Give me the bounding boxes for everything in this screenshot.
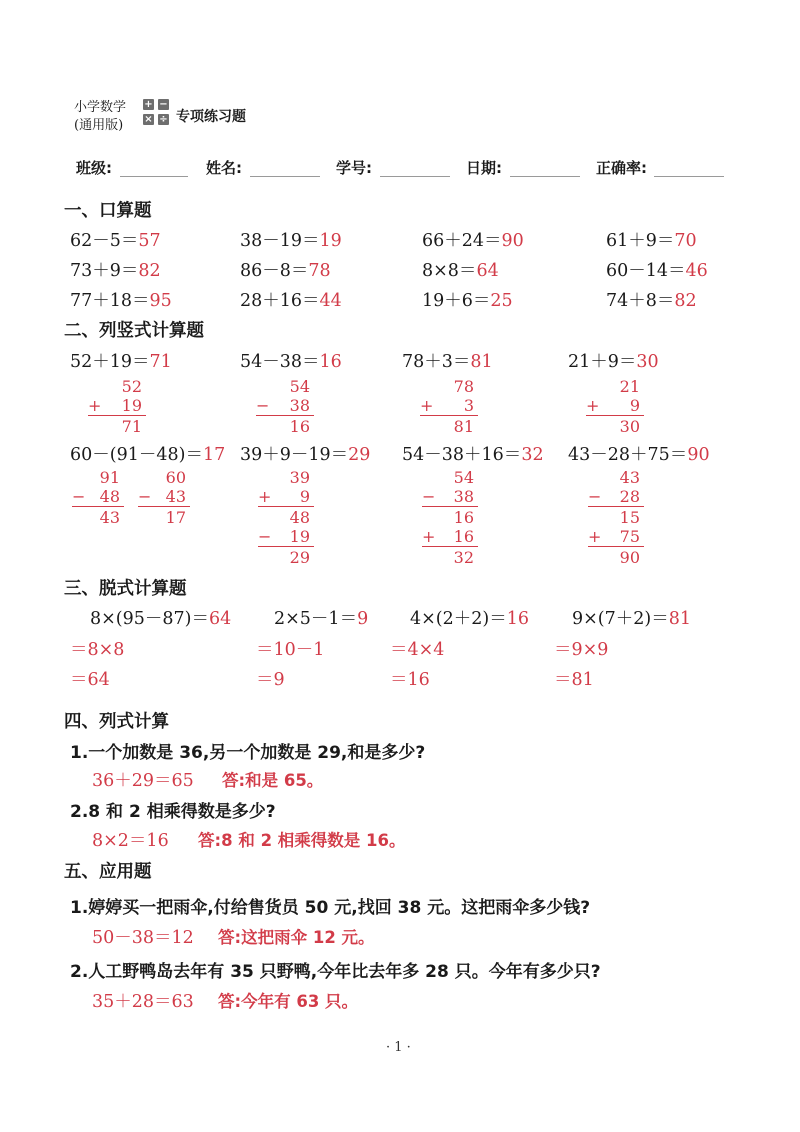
oral-answer: 25 <box>490 291 513 311</box>
section1-title: 一、口算题 <box>64 201 152 221</box>
oral-question: 28＋16＝ <box>240 291 320 311</box>
calc-operand: 75 <box>619 527 640 546</box>
calc-result: 81 <box>453 417 474 436</box>
calc-operand: 28 <box>619 487 640 506</box>
oral-question: 61＋9＝ <box>606 231 675 251</box>
vertical-calc <box>586 377 640 436</box>
oral-item <box>422 287 513 312</box>
vertical-question <box>240 441 370 466</box>
minus-sign: − <box>422 487 436 506</box>
name-field[interactable] <box>250 176 320 177</box>
times-icon: × <box>144 114 153 125</box>
question-answer: 16 <box>319 352 342 372</box>
class-label: 班级: <box>76 159 112 177</box>
header-line1: 小学数学 <box>74 100 127 115</box>
minus-sign: − <box>588 487 602 506</box>
oral-item <box>606 257 708 282</box>
calc-top: 52 <box>121 377 142 396</box>
vertical-question <box>240 348 342 373</box>
question-text: 39＋9－19＝ <box>240 445 349 465</box>
calc-result: 17 <box>165 508 186 527</box>
oral-item <box>70 287 172 312</box>
calc-operand: 19 <box>289 527 310 546</box>
calc-top: 43 <box>619 468 640 487</box>
question-answer: 29 <box>348 445 371 465</box>
calc-mid: 15 <box>619 508 640 527</box>
oral-question: 86－8＝ <box>240 261 309 281</box>
vertical-calc <box>422 468 474 567</box>
oral-question: 8×8＝ <box>422 261 477 281</box>
problem-text: 1.婷婷买一把雨伞,付给售货员 50 元,找回 38 元。这把雨伞多少钱? <box>70 898 591 918</box>
calc-result: 30 <box>619 417 640 436</box>
calc-result: 71 <box>121 417 142 436</box>
header-line2: (通用版) <box>74 118 124 133</box>
plus-sign: + <box>258 487 272 506</box>
oral-question: 62－5＝ <box>70 231 139 251</box>
calc-operand: 38 <box>453 487 474 506</box>
calc-line <box>88 415 146 416</box>
oral-answer: 64 <box>476 261 499 281</box>
calc-result: 16 <box>289 417 310 436</box>
section4-title: 四、列式计算 <box>64 712 169 732</box>
question-answer: 64 <box>209 609 232 629</box>
vertical-question <box>402 348 493 373</box>
calc-operand: 19 <box>121 396 142 415</box>
oral-answer: 78 <box>308 261 331 281</box>
calc-operand: 43 <box>165 487 186 506</box>
calc-line <box>422 506 478 507</box>
step-line: ＝9 <box>256 670 285 690</box>
oral-answer: 46 <box>685 261 708 281</box>
oral-question: 60－14＝ <box>606 261 686 281</box>
problem-formula: 50－38＝12 <box>92 928 194 948</box>
plus-sign: + <box>88 396 102 415</box>
calc-line <box>420 415 478 416</box>
oral-question: 77＋18＝ <box>70 291 150 311</box>
problem-answer: 答:8 和 2 相乘得数是 16。 <box>198 831 406 850</box>
problem-text: 2.人工野鸭岛去年有 35 只野鸭,今年比去年多 28 只。今年有多少只? <box>70 962 601 982</box>
oral-item <box>422 257 499 282</box>
vertical-calc <box>588 468 640 567</box>
calc-top: 39 <box>289 468 310 487</box>
oral-item <box>240 227 342 252</box>
plus-icon: + <box>144 99 153 110</box>
oral-item <box>70 227 161 252</box>
minus-sign: − <box>138 487 152 506</box>
calc-line <box>258 546 314 547</box>
calc-top: 60 <box>165 468 186 487</box>
oral-answer: 82 <box>138 261 161 281</box>
question-text: 60－(91－48)＝ <box>70 445 203 465</box>
question-text: 52＋19＝ <box>70 352 150 372</box>
calc-top: 54 <box>453 468 474 487</box>
page-number: · 1 · <box>386 1040 411 1055</box>
question-text: 8×(95－87)＝ <box>90 609 209 629</box>
question-text: 54－38＝ <box>240 352 320 372</box>
calc-operand: 9 <box>629 396 640 415</box>
plus-sign: + <box>422 527 436 546</box>
calc-operand: 16 <box>453 527 474 546</box>
oral-question: 19＋6＝ <box>422 291 491 311</box>
minus-icon: − <box>159 99 168 110</box>
oral-answer: 44 <box>319 291 342 311</box>
vertical-calc <box>420 377 474 436</box>
vertical-calc <box>88 377 142 436</box>
question-answer: 71 <box>149 352 172 372</box>
section5-title: 五、应用题 <box>64 862 152 882</box>
oral-question: 74＋8＝ <box>606 291 675 311</box>
plus-sign: + <box>588 527 602 546</box>
step-line: ＝64 <box>70 670 110 690</box>
calc-line <box>588 546 644 547</box>
question-answer: 17 <box>202 445 226 465</box>
oral-answer: 90 <box>501 231 524 251</box>
date-label: 日期: <box>466 159 502 177</box>
minus-sign: − <box>256 396 270 415</box>
question-text: 21＋9＝ <box>568 352 637 372</box>
calc-line <box>138 506 190 507</box>
calc-result: 32 <box>453 548 474 567</box>
problem-answer: 答:这把雨伞 12 元。 <box>218 928 375 947</box>
step-question <box>274 605 368 630</box>
vertical-calc <box>138 468 186 527</box>
calc-result: 29 <box>289 548 310 567</box>
minus-sign: − <box>258 527 272 546</box>
step-line: ＝8×8 <box>70 640 125 660</box>
oral-question: 66＋24＝ <box>422 231 502 251</box>
calc-top: 91 <box>99 468 120 487</box>
calc-mid: 16 <box>453 508 474 527</box>
question-text: 9×(7＋2)＝ <box>572 609 669 629</box>
accuracy-label: 正确率: <box>596 159 647 177</box>
oral-question: 73＋9＝ <box>70 261 139 281</box>
calc-operand: 9 <box>299 487 310 506</box>
calc-top: 78 <box>453 377 474 396</box>
problem-text: 1.一个加数是 36,另一个加数是 29,和是多少? <box>70 743 426 763</box>
date-field[interactable] <box>510 176 580 177</box>
accuracy-field[interactable] <box>654 176 724 177</box>
calc-result: 90 <box>619 548 640 567</box>
step-line: ＝81 <box>554 670 594 690</box>
calc-result: 43 <box>99 508 120 527</box>
calc-line <box>586 415 644 416</box>
calc-operand: 38 <box>289 396 310 415</box>
question-answer: 32 <box>521 445 544 465</box>
oral-question: 38－19＝ <box>240 231 320 251</box>
calc-mid: 48 <box>289 508 310 527</box>
problem-formula: 8×2＝16 <box>92 831 169 851</box>
vertical-question <box>70 348 172 373</box>
oral-answer: 57 <box>138 231 161 251</box>
question-answer: 9 <box>357 609 369 629</box>
step-line: ＝4×4 <box>390 640 445 660</box>
section3-title: 三、脱式计算题 <box>64 579 187 599</box>
step-question <box>90 605 231 630</box>
step-line: ＝9×9 <box>554 640 609 660</box>
id-field[interactable] <box>380 176 450 177</box>
question-text: 78＋3＝ <box>402 352 471 372</box>
vertical-calc <box>256 377 310 436</box>
problem-formula: 35＋28＝63 <box>92 992 194 1012</box>
page-title: 专项练习题 <box>176 109 246 125</box>
question-answer: 81 <box>470 352 493 372</box>
oral-answer: 95 <box>149 291 172 311</box>
question-text: 2×5－1＝ <box>274 609 358 629</box>
oral-item <box>70 257 161 282</box>
step-line: ＝16 <box>390 670 430 690</box>
step-line: ＝10－1 <box>256 640 325 660</box>
calc-operand: 3 <box>463 396 474 415</box>
calc-line <box>258 506 314 507</box>
problem-formula: 36＋29＝65 <box>92 771 194 791</box>
vertical-question <box>568 441 710 466</box>
question-text: 43－28＋75＝ <box>568 445 688 465</box>
question-answer: 90 <box>687 445 710 465</box>
oral-item <box>240 257 331 282</box>
divide-icon: ÷ <box>159 114 168 125</box>
oral-item <box>606 227 697 252</box>
id-label: 学号: <box>336 159 372 177</box>
question-answer: 81 <box>668 609 692 629</box>
problem-text: 2.8 和 2 相乘得数是多少? <box>70 802 276 822</box>
calc-line <box>256 415 314 416</box>
question-answer: 30 <box>636 352 659 372</box>
name-label: 姓名: <box>206 159 242 177</box>
plus-sign: + <box>420 396 434 415</box>
oral-item <box>240 287 342 312</box>
problem-answer: 答:今年有 63 只。 <box>218 992 359 1011</box>
vertical-question <box>70 441 225 466</box>
calc-top: 54 <box>289 377 310 396</box>
plus-sign: + <box>586 396 600 415</box>
oral-answer: 19 <box>319 231 342 251</box>
section2-title: 二、列竖式计算题 <box>64 321 204 341</box>
calc-operand: 48 <box>99 487 120 506</box>
oral-item <box>606 287 697 312</box>
oral-item <box>422 227 524 252</box>
oral-answer: 82 <box>674 291 697 311</box>
problem-answer: 答:和是 65。 <box>222 771 324 790</box>
vertical-question <box>402 441 544 466</box>
question-text: 4×(2＋2)＝ <box>410 609 507 629</box>
minus-sign: − <box>72 487 86 506</box>
vertical-calc <box>72 468 120 527</box>
calc-top: 21 <box>619 377 640 396</box>
oral-answer: 70 <box>674 231 697 251</box>
step-question <box>410 605 529 630</box>
step-question <box>572 605 691 630</box>
vertical-question <box>568 348 659 373</box>
calc-line <box>422 546 478 547</box>
calc-line <box>588 506 644 507</box>
class-field[interactable] <box>120 176 188 177</box>
question-answer: 16 <box>506 609 530 629</box>
question-text: 54－38＋16＝ <box>402 445 522 465</box>
calc-line <box>72 506 124 507</box>
vertical-calc <box>258 468 310 567</box>
